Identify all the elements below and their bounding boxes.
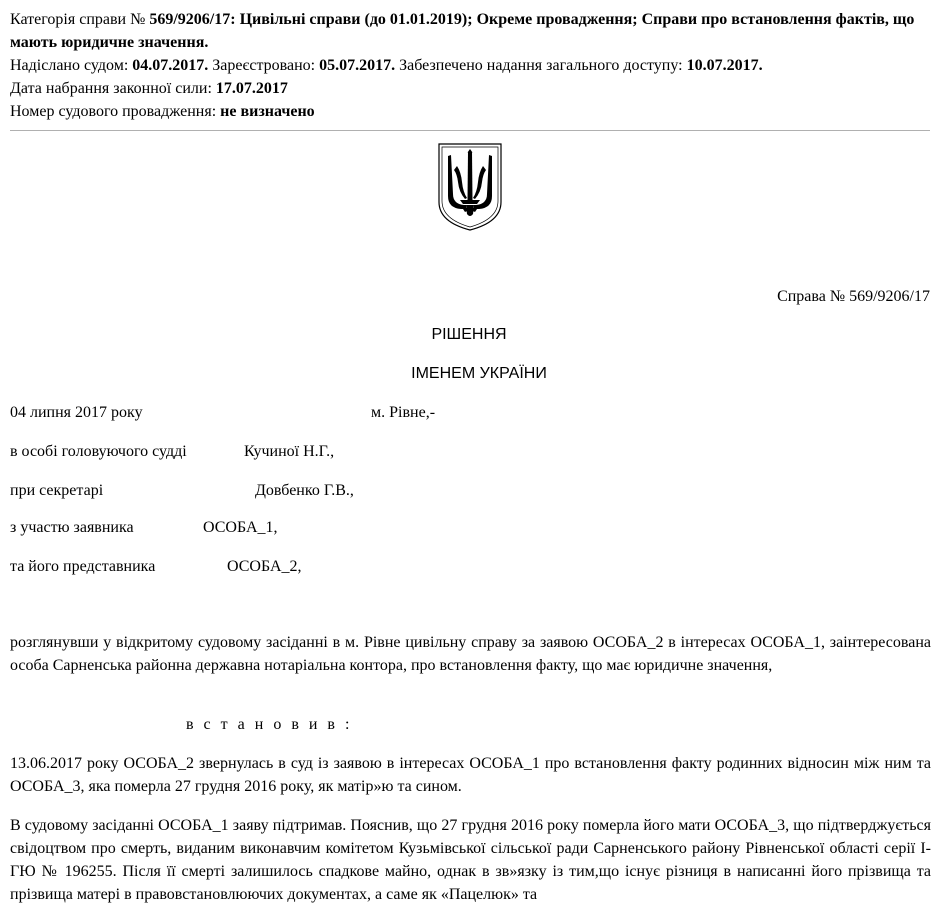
paragraph-1: 13.06.2017 року ОСОБА_2 звернулась в суд із заявою в інтересах ОСОБА_1 про встановлення факту родинних відносин між ним та ОСОБА_3, яка померла 27 грудня 2016 року, як матір»ю та сином.: [10, 755, 931, 795]
dates-line: [10, 54, 928, 77]
proceeding-label: Номер судового провадження:: [10, 103, 221, 120]
sent-date: 04.07.2017.: [132, 57, 209, 74]
case-number: Справа № 569/9206/17: [777, 288, 930, 305]
secretary-name: Довбенко Г.В.,: [255, 482, 354, 499]
secretary-label: при секретарі: [10, 482, 104, 499]
applicant-label: з участю заявника: [10, 519, 134, 536]
established-heading: в с т а н о в и в :: [186, 716, 353, 733]
access-label: Забезпечено надання загального доступу:: [395, 57, 687, 74]
category-label: Категорія справи №: [10, 11, 150, 28]
proceeding-value: не визначено: [220, 103, 315, 120]
document-title: РІШЕННЯ: [431, 326, 507, 343]
decision-city: м. Рівне,-: [371, 404, 436, 421]
category-value: 569/9206/17: Цивільні справи (до 01.01.2019); Окреме провадження; Справи про встановлення фактів, що мають юридичне значення.: [10, 11, 915, 51]
access-date: 10.07.2017.: [686, 57, 763, 74]
category-line: [10, 8, 928, 54]
judge-label: в особі головуючого судді: [10, 443, 187, 460]
effective-date: 17.07.2017: [215, 80, 288, 97]
intro-paragraph: розглянувши у відкритому судовому засіданні в м. Рівне цивільну справу за заявою ОСОБА_2 в інтересах ОСОБА_1, заінтересована особа Сарненська районна державна нотаріальна контора, про встановлення факту, що має юридичне значення,: [10, 634, 931, 674]
effective-label: Дата набрання законної сили:: [10, 80, 216, 97]
document-subtitle: ІМЕНЕМ УКРАЇНИ: [411, 365, 547, 382]
decision-date: 04 липня 2017 року: [10, 404, 143, 421]
coat-of-arms-trident-icon: [437, 142, 503, 232]
sent-label: Надіслано судом:: [10, 57, 133, 74]
paragraph-2: В судовому засіданні ОСОБА_1 заяву підтримав. Пояснив, що 27 грудня 2016 року померла його мати ОСОБА_3, що підтверджується свідоцтвом про смерть, виданим виконавчим комітетом Кузьмівської сільської ради Сарненського району Рівненської області серії І-ГЮ № 196255. Після її смерті залишилось спадкове майно, однак в зв»язку із тим,що існує різниця в написанні його прізвища та прізвища матері в правовстановлюючих документах, а саме як «Пацелюк» та: [10, 817, 931, 903]
registered-date: 05.07.2017.: [319, 57, 396, 74]
header-divider: [10, 130, 930, 131]
proceeding-line: [10, 100, 928, 123]
case-metadata: [10, 8, 928, 123]
effective-line: [10, 77, 928, 100]
applicant-name: ОСОБА_1,: [203, 519, 278, 536]
registered-label: Зареєстровано:: [208, 57, 320, 74]
representative-label: та його представника: [10, 558, 156, 575]
judge-name: Кучиної Н.Г.,: [244, 443, 335, 460]
representative-name: ОСОБА_2,: [227, 558, 302, 575]
